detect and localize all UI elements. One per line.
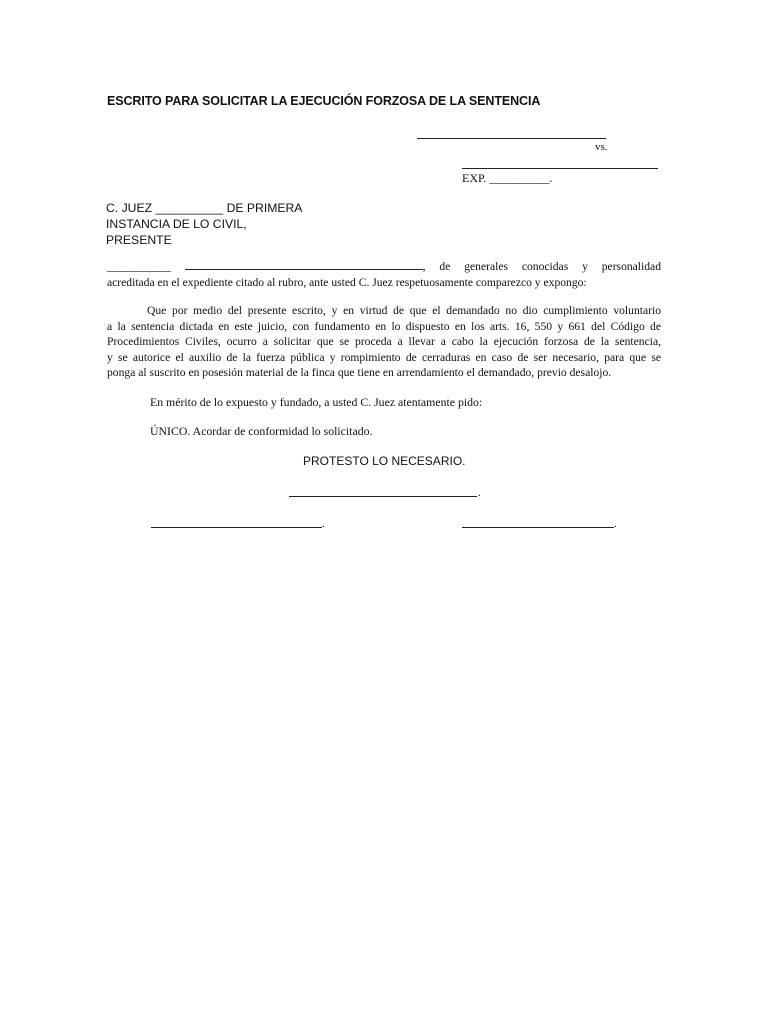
defendant-blank-line bbox=[462, 168, 658, 169]
request-line-4: y se autorice el auxilio de la fuerza pública y rompimiento de cerraduras en caso de ser necesario, para que se bbox=[107, 350, 661, 364]
versus-label: vs. bbox=[595, 141, 608, 153]
signature-line-left bbox=[151, 527, 322, 528]
request-paragraph bbox=[107, 303, 661, 381]
request-line-1: Que por medio del presente escrito, y en virtud de que el demandado no dio cumplimiento voluntario bbox=[147, 304, 661, 317]
case-number-label: EXP. __________. bbox=[462, 171, 553, 185]
addressee-line-judge: C. JUEZ __________ DE PRIMERA bbox=[106, 201, 303, 215]
appearance-blank-prefix: ___________ bbox=[107, 260, 185, 273]
signature-right-dot: . bbox=[614, 518, 617, 530]
petition-statement: En mérito de lo expuesto y fundado, a usted C. Juez atentamente pido: bbox=[150, 395, 483, 409]
appearance-line-1-suffix: , de generales conocidas y personalidad bbox=[422, 260, 661, 273]
signature-line-right bbox=[462, 527, 614, 528]
appearance-line-1 bbox=[107, 259, 661, 275]
appearance-line-2: acreditada en el expediente citado al rubro, ante usted C. Juez respetuosamente comparezco y expongo: bbox=[107, 275, 587, 289]
signature-left-dot: . bbox=[322, 518, 325, 530]
unico-point: ÚNICO. Acordar de conformidad lo solicitado. bbox=[150, 424, 373, 438]
request-line-5: ponga al suscrito en posesión material de la finca que tiene en arrendamiento el demandado, previo desalojo. bbox=[107, 366, 612, 380]
signature-center-dot: . bbox=[478, 487, 481, 499]
document-title: ESCRITO PARA SOLICITAR LA EJECUCIÓN FORZOSA DE LA SENTENCIA bbox=[107, 94, 541, 108]
request-line-2: a la sentencia dictada en este juicio, con fundamento en lo dispuesto en los arts. 16, 550 y 661 del Código de bbox=[107, 319, 661, 333]
addressee-block bbox=[106, 200, 302, 248]
appearance-paragraph bbox=[107, 259, 661, 290]
request-line-3: Procedimientos Civiles, ocurro a solicitar que se proceda a llevar a cabo la ejecución forzosa de la sentencia, bbox=[107, 335, 661, 349]
addressee-line-court: INSTANCIA DE LO CIVIL, bbox=[106, 217, 247, 231]
plaintiff-blank-line bbox=[417, 138, 606, 139]
signature-line-center bbox=[289, 496, 477, 497]
addressee-line-presente: PRESENTE bbox=[106, 233, 172, 247]
party-name-blank bbox=[185, 259, 423, 270]
closing-formula: PROTESTO LO NECESARIO. bbox=[303, 454, 466, 468]
